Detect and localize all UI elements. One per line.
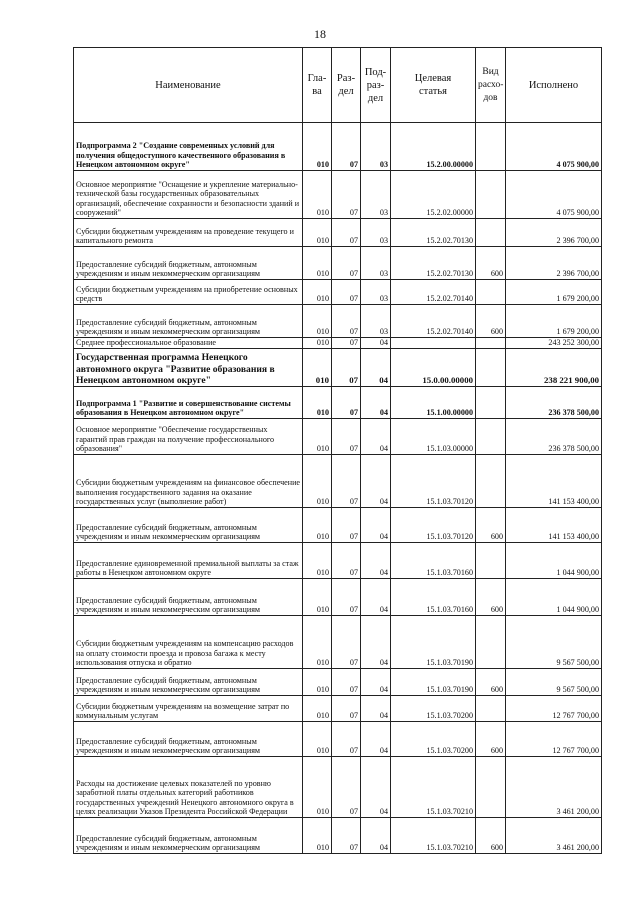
cell-glava: 010	[303, 247, 332, 280]
budget-table	[73, 47, 602, 854]
cell-name: Предоставление субсидий бюджетным, автономным учреждениям и иным некоммерческим организациям	[74, 722, 303, 757]
cell-ispolneno: 1 679 200,00	[506, 280, 602, 305]
cell-glava: 010	[303, 349, 332, 387]
cell-podrazdel: 04	[361, 508, 391, 543]
cell-razdel: 07	[332, 349, 361, 387]
cell-name: Предоставление субсидий бюджетным, автономным учреждениям и иным некоммерческим организациям	[74, 669, 303, 696]
cell-vid	[476, 171, 506, 219]
cell-ispolneno: 141 153 400,00	[506, 508, 602, 543]
cell-podrazdel: 04	[361, 818, 391, 854]
cell-podrazdel: 04	[361, 616, 391, 669]
cell-tselevaya: 15.1.03.70120	[391, 455, 476, 508]
cell-tselevaya: 15.1.03.70200	[391, 722, 476, 757]
cell-razdel: 07	[332, 616, 361, 669]
cell-ispolneno: 3 461 200,00	[506, 818, 602, 854]
cell-ispolneno: 1 044 900,00	[506, 579, 602, 616]
cell-razdel: 07	[332, 387, 361, 419]
cell-name: Основное мероприятие "Обеспечение государственных гарантий прав граждан на получение профессионального образования"	[74, 419, 303, 455]
table-row	[74, 616, 602, 669]
cell-name: Подпрограмма 1 "Развитие и совершенствование системы образования в Ненецком автономном округе"	[74, 387, 303, 419]
table-row	[74, 419, 602, 455]
cell-podrazdel: 03	[361, 280, 391, 305]
table-row	[74, 338, 602, 349]
cell-name: Основное мероприятие "Оснащение и укрепление материально-технической базы государственных образовательных организаций, обеспечение сохранности и безопасности зданий и сооружений"	[74, 171, 303, 219]
cell-podrazdel: 03	[361, 247, 391, 280]
cell-razdel: 07	[332, 419, 361, 455]
cell-ispolneno: 141 153 400,00	[506, 455, 602, 508]
cell-tselevaya: 15.1.03.70120	[391, 508, 476, 543]
cell-tselevaya	[391, 338, 476, 349]
cell-glava: 010	[303, 757, 332, 818]
cell-razdel: 07	[332, 338, 361, 349]
table-row	[74, 455, 602, 508]
cell-razdel: 07	[332, 171, 361, 219]
cell-razdel: 07	[332, 455, 361, 508]
cell-razdel: 07	[332, 305, 361, 338]
table-row	[74, 387, 602, 419]
cell-podrazdel: 04	[361, 543, 391, 579]
cell-podrazdel: 04	[361, 669, 391, 696]
cell-podrazdel: 04	[361, 387, 391, 419]
cell-vid: 600	[476, 818, 506, 854]
cell-glava: 010	[303, 219, 332, 247]
header-glava: Гла- ва	[303, 48, 332, 123]
header-vid: Вид расхо- дов	[476, 48, 506, 123]
header-tselevaya: Целевая статья	[391, 48, 476, 123]
table-row	[74, 508, 602, 543]
cell-glava: 010	[303, 455, 332, 508]
cell-glava: 010	[303, 171, 332, 219]
table-row	[74, 349, 602, 387]
cell-tselevaya: 15.1.03.70210	[391, 818, 476, 854]
cell-ispolneno: 1 679 200,00	[506, 305, 602, 338]
cell-name: Государственная программа Ненецкого автономного округа "Развитие образования в Ненецком автономном округе"	[74, 349, 303, 387]
cell-glava: 010	[303, 616, 332, 669]
table-row	[74, 757, 602, 818]
cell-vid	[476, 219, 506, 247]
cell-ispolneno: 238 221 900,00	[506, 349, 602, 387]
cell-podrazdel: 03	[361, 123, 391, 171]
cell-glava: 010	[303, 669, 332, 696]
cell-razdel: 07	[332, 757, 361, 818]
table-row	[74, 247, 602, 280]
cell-name: Предоставление субсидий бюджетным, автономным учреждениям и иным некоммерческим организациям	[74, 508, 303, 543]
cell-vid	[476, 696, 506, 722]
cell-ispolneno: 2 396 700,00	[506, 219, 602, 247]
cell-razdel: 07	[332, 123, 361, 171]
cell-glava: 010	[303, 696, 332, 722]
cell-name: Субсидии бюджетным учреждениям на компенсацию расходов на оплату стоимости проезда и провоза багажа к месту использования отпуска и обратно	[74, 616, 303, 669]
page-number: 18	[314, 27, 326, 41]
cell-podrazdel: 04	[361, 419, 391, 455]
table-row	[74, 280, 602, 305]
cell-ispolneno: 236 378 500,00	[506, 387, 602, 419]
cell-vid	[476, 543, 506, 579]
header-razdel: Раз- дел	[332, 48, 361, 123]
cell-name: Субсидии бюджетным учреждениям на финансовое обеспечение выполнения государственного задания на оказание государственных услуг (выполнение работ)	[74, 455, 303, 508]
cell-ispolneno: 3 461 200,00	[506, 757, 602, 818]
cell-glava: 010	[303, 280, 332, 305]
cell-vid: 600	[476, 247, 506, 280]
cell-vid	[476, 455, 506, 508]
cell-podrazdel: 04	[361, 338, 391, 349]
cell-tselevaya: 15.2.02.70130	[391, 247, 476, 280]
cell-podrazdel: 03	[361, 305, 391, 338]
cell-podrazdel: 04	[361, 696, 391, 722]
cell-vid	[476, 123, 506, 171]
cell-tselevaya: 15.1.03.70160	[391, 543, 476, 579]
cell-vid: 600	[476, 722, 506, 757]
header-ispolneno: Исполнено	[506, 48, 602, 123]
cell-ispolneno: 236 378 500,00	[506, 419, 602, 455]
cell-razdel: 07	[332, 508, 361, 543]
cell-razdel: 07	[332, 669, 361, 696]
cell-ispolneno: 243 252 300,00	[506, 338, 602, 349]
cell-podrazdel: 04	[361, 349, 391, 387]
cell-vid: 600	[476, 305, 506, 338]
cell-ispolneno: 12 767 700,00	[506, 696, 602, 722]
cell-razdel: 07	[332, 280, 361, 305]
table-row	[74, 219, 602, 247]
cell-glava: 010	[303, 387, 332, 419]
cell-razdel: 07	[332, 579, 361, 616]
cell-ispolneno: 9 567 500,00	[506, 616, 602, 669]
cell-tselevaya: 15.1.03.70200	[391, 696, 476, 722]
cell-vid: 600	[476, 669, 506, 696]
cell-name: Предоставление субсидий бюджетным, автономным учреждениям и иным некоммерческим организациям	[74, 247, 303, 280]
cell-name: Субсидии бюджетным учреждениям на возмещение затрат по коммунальным услугам	[74, 696, 303, 722]
cell-tselevaya: 15.2.00.00000	[391, 123, 476, 171]
cell-razdel: 07	[332, 696, 361, 722]
cell-name: Предоставление субсидий бюджетным, автономным учреждениям и иным некоммерческим организациям	[74, 579, 303, 616]
cell-razdel: 07	[332, 247, 361, 280]
cell-tselevaya: 15.1.03.70190	[391, 616, 476, 669]
cell-razdel: 07	[332, 818, 361, 854]
cell-vid	[476, 616, 506, 669]
cell-razdel: 07	[332, 543, 361, 579]
cell-glava: 010	[303, 543, 332, 579]
cell-razdel: 07	[332, 219, 361, 247]
table-row	[74, 818, 602, 854]
cell-tselevaya: 15.1.00.00000	[391, 387, 476, 419]
cell-ispolneno: 1 044 900,00	[506, 543, 602, 579]
cell-tselevaya: 15.1.03.70160	[391, 579, 476, 616]
cell-tselevaya: 15.2.02.00000	[391, 171, 476, 219]
cell-name: Предоставление субсидий бюджетным, автономным учреждениям и иным некоммерческим организациям	[74, 305, 303, 338]
cell-ispolneno: 4 075 900,00	[506, 171, 602, 219]
cell-tselevaya: 15.1.03.70190	[391, 669, 476, 696]
cell-glava: 010	[303, 508, 332, 543]
table-body	[74, 123, 602, 854]
cell-podrazdel: 03	[361, 219, 391, 247]
cell-tselevaya: 15.2.02.70140	[391, 305, 476, 338]
cell-razdel: 07	[332, 722, 361, 757]
cell-vid: 600	[476, 579, 506, 616]
table-row	[74, 543, 602, 579]
cell-vid	[476, 757, 506, 818]
cell-glava: 010	[303, 305, 332, 338]
cell-vid	[476, 280, 506, 305]
header-podrazdel: Под- раз- дел	[361, 48, 391, 123]
cell-glava: 010	[303, 818, 332, 854]
cell-podrazdel: 04	[361, 757, 391, 818]
cell-ispolneno: 2 396 700,00	[506, 247, 602, 280]
cell-name: Среднее профессиональное образование	[74, 338, 303, 349]
cell-vid: 600	[476, 508, 506, 543]
cell-podrazdel: 04	[361, 455, 391, 508]
table-header-row	[74, 48, 602, 123]
cell-tselevaya: 15.2.02.70140	[391, 280, 476, 305]
header-name: Наименование	[74, 48, 303, 123]
table-row	[74, 579, 602, 616]
cell-name: Расходы на достижение целевых показателей по уровню заработной платы отдельных категорий работников государственных учреждений Ненецкого автономного округа в целях реализации Указов Президента Российской Федерации	[74, 757, 303, 818]
table-row	[74, 123, 602, 171]
cell-vid	[476, 338, 506, 349]
cell-tselevaya: 15.1.03.00000	[391, 419, 476, 455]
cell-name: Предоставление единовременной премиальной выплаты за стаж работы в Ненецком автономном округе	[74, 543, 303, 579]
cell-name: Предоставление субсидий бюджетным, автономным учреждениям и иным некоммерческим организациям	[74, 818, 303, 854]
cell-glava: 010	[303, 123, 332, 171]
cell-tselevaya: 15.1.03.70210	[391, 757, 476, 818]
table-row	[74, 171, 602, 219]
cell-vid	[476, 387, 506, 419]
cell-name: Субсидии бюджетным учреждениям на приобретение основных средств	[74, 280, 303, 305]
table-row	[74, 722, 602, 757]
cell-vid	[476, 349, 506, 387]
cell-glava: 010	[303, 338, 332, 349]
cell-ispolneno: 12 767 700,00	[506, 722, 602, 757]
table-row	[74, 669, 602, 696]
cell-name: Субсидии бюджетным учреждениям на проведение текущего и капитального ремонта	[74, 219, 303, 247]
cell-ispolneno: 4 075 900,00	[506, 123, 602, 171]
cell-ispolneno: 9 567 500,00	[506, 669, 602, 696]
table-row	[74, 305, 602, 338]
cell-tselevaya: 15.0.00.00000	[391, 349, 476, 387]
cell-name: Подпрограмма 2 "Создание современных условий для получения общедоступного качественного образования в Ненецком автономном округе"	[74, 123, 303, 171]
table-row	[74, 696, 602, 722]
cell-podrazdel: 03	[361, 171, 391, 219]
cell-vid	[476, 419, 506, 455]
cell-podrazdel: 04	[361, 722, 391, 757]
cell-glava: 010	[303, 419, 332, 455]
cell-glava: 010	[303, 579, 332, 616]
cell-tselevaya: 15.2.02.70130	[391, 219, 476, 247]
cell-glava: 010	[303, 722, 332, 757]
cell-podrazdel: 04	[361, 579, 391, 616]
